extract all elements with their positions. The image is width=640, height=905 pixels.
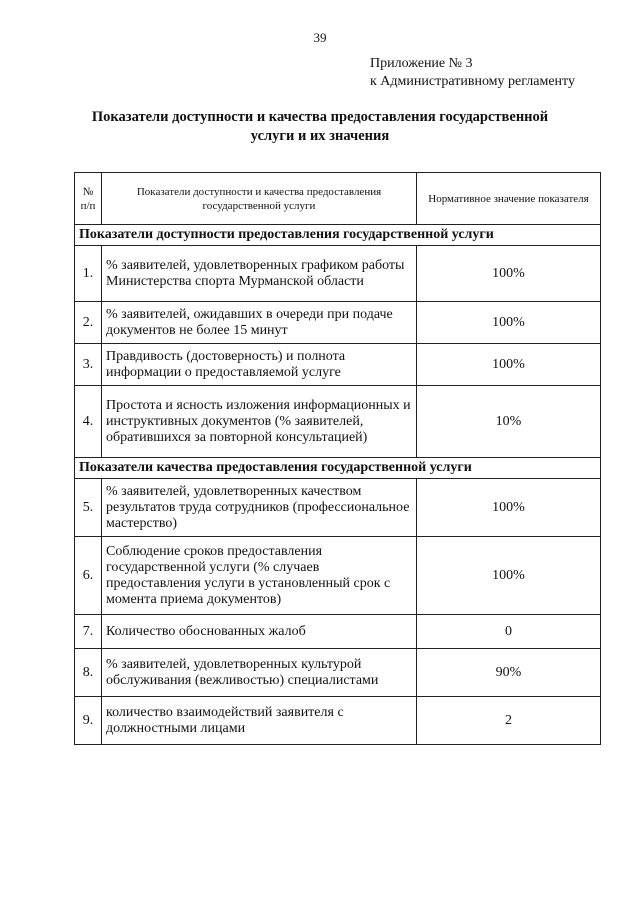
row-value: 0: [417, 615, 601, 649]
row-indicator: % заявителей, удовлетворенных графиком работы Министерства спорта Мурманской области: [102, 246, 417, 302]
row-value: 90%: [417, 649, 601, 697]
row-value: 100%: [417, 537, 601, 615]
table-row: [75, 537, 601, 615]
title-line-2: услуги и их значения: [250, 128, 390, 144]
row-value: 2: [417, 697, 601, 745]
row-indicator: Правдивость (достоверность) и полнота информации о предоставляемой услуге: [102, 344, 417, 386]
row-number: 1.: [75, 246, 102, 302]
row-value: 100%: [417, 344, 601, 386]
row-number: 9.: [75, 697, 102, 745]
row-value: 100%: [417, 302, 601, 344]
appendix-line-1: Приложение № 3: [370, 56, 473, 71]
row-indicator: Простота и ясность изложения информационных и инструктивных документов (% заявителей, обратившихся за повторной консультацией): [102, 386, 417, 458]
row-number: 4.: [75, 386, 102, 458]
row-value: 100%: [417, 479, 601, 537]
appendix-line-2: к Административному регламенту: [370, 74, 575, 89]
row-number: 8.: [75, 649, 102, 697]
row-number: 6.: [75, 537, 102, 615]
row-indicator: Соблюдение сроков предоставления государственной услуги (% случаев предоставления услуги в установленный срок с момента приема документов): [102, 537, 417, 615]
row-value: 100%: [417, 246, 601, 302]
page-number: 39: [313, 30, 327, 45]
header-number: № п/п: [75, 173, 102, 225]
row-number: 3.: [75, 344, 102, 386]
title-line-1: Показатели доступности и качества предоставления государственной: [91, 109, 549, 125]
document-title: [60, 108, 580, 146]
table-row: [75, 344, 601, 386]
row-indicator: количество взаимодействий заявителя с должностными лицами: [102, 697, 417, 745]
row-number: 2.: [75, 302, 102, 344]
table-row: [75, 615, 601, 649]
header-normative-value: Нормативное значение показателя: [417, 173, 601, 225]
section-availability: Показатели доступности предоставления государственной услуги: [75, 225, 601, 246]
table-header-row: [75, 173, 601, 225]
row-number: 7.: [75, 615, 102, 649]
row-indicator: % заявителей, ожидавших в очереди при подаче документов не более 15 минут: [102, 302, 417, 344]
row-indicator: % заявителей, удовлетворенных качеством результатов труда сотрудников (профессиональное мастерство): [102, 479, 417, 537]
table-row: [75, 649, 601, 697]
appendix-reference: [370, 55, 575, 91]
table-row: [75, 246, 601, 302]
row-number: 5.: [75, 479, 102, 537]
table-row: [75, 697, 601, 745]
table-row: [75, 386, 601, 458]
indicators-table: [74, 172, 601, 745]
row-indicator: Количество обоснованных жалоб: [102, 615, 417, 649]
table-row: [75, 302, 601, 344]
row-indicator: % заявителей, удовлетворенных культурой обслуживания (вежливостью) специалистами: [102, 649, 417, 697]
header-indicator: Показатели доступности и качества предоставления государственной услуги: [102, 173, 417, 225]
section-quality: Показатели качества предоставления государственной услуги: [75, 458, 601, 479]
section-header-row: [75, 225, 601, 246]
table-row: [75, 479, 601, 537]
section-header-row: [75, 458, 601, 479]
row-value: 10%: [417, 386, 601, 458]
